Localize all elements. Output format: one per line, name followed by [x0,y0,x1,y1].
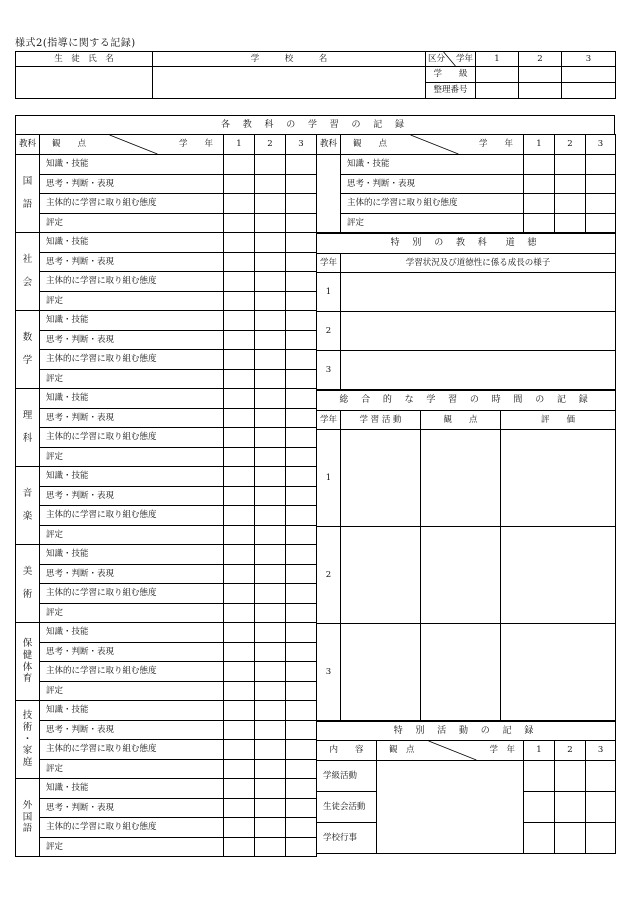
viewpoint-label: 知識・技能 [40,623,224,643]
grade-cell[interactable] [255,330,286,350]
grade-cell[interactable] [255,564,286,584]
viewpoint-label: 知識・技能 [40,311,224,331]
special-naiyou-header: 内 容 [317,741,377,761]
grade-cell[interactable] [255,408,286,428]
grade-cell[interactable] [224,311,255,331]
grade-cell[interactable] [255,428,286,448]
gakkyu-cell[interactable] [476,67,519,83]
subject-name-char: 庭 [22,757,33,769]
integrated-viewpoint-cell[interactable] [421,527,501,624]
special-item-label: 学級活動 [317,761,377,792]
grade-cell[interactable] [286,330,317,350]
subject-name-char: 語 [22,199,33,211]
seiri-cell[interactable] [519,83,562,99]
grade-cell[interactable] [524,194,555,214]
grade-cell[interactable] [224,818,255,838]
viewpoint-label: 思考・判断・表現 [40,252,224,272]
subject-name-char: 保 [22,637,33,649]
grade-cell[interactable] [255,194,286,214]
special-item-label: 学校行事 [317,823,377,854]
integrated-viewpoint-cell[interactable] [421,430,501,527]
grade-cell[interactable] [586,213,616,233]
grade-cell[interactable] [255,681,286,701]
grade-cell[interactable] [286,798,317,818]
grade-cell[interactable] [255,272,286,292]
subject-name-char: 健 [22,649,33,661]
grade-cell[interactable] [224,642,255,662]
grade-cell[interactable] [586,174,616,194]
moral-grade-label: 1 [317,273,341,312]
grade-cell[interactable] [524,213,555,233]
grade-cell[interactable] [224,506,255,526]
grade-cell[interactable] [255,584,286,604]
viewpoint-label: 主体的に学習に取り組む態度 [40,350,224,370]
grade-cell[interactable] [586,823,616,854]
grade-cell[interactable] [255,486,286,506]
grade-cell[interactable] [524,155,555,175]
subject-name [16,545,40,623]
grade-cell[interactable] [286,720,317,740]
grade-cell[interactable] [255,350,286,370]
grade-header: 1 [524,741,555,761]
grade-cell[interactable] [255,447,286,467]
grade-header: 2 [519,52,562,67]
subject-name-char: 育 [22,673,33,685]
student-name-header: 生 徒 氏 名 [16,52,153,67]
subject-name [16,155,40,233]
viewpoint-label: 知識・技能 [40,701,224,721]
grade-header: 2 [555,135,586,155]
grade-cell[interactable] [286,174,317,194]
subject-name-char: 数 [22,331,33,343]
grade-cell[interactable] [555,194,586,214]
subject-name-char: 家 [22,745,33,757]
grade-cell[interactable] [286,233,317,253]
grade-cell[interactable] [555,213,586,233]
subject-name-char: ・ [22,733,33,745]
grade-cell[interactable] [224,701,255,721]
viewpoint-label: 思考・判断・表現 [40,408,224,428]
grade-cell[interactable] [286,350,317,370]
viewpoint-label: 思考・判断・表現 [40,564,224,584]
subject-name-char: 国 [22,811,33,823]
grade-cell[interactable] [255,233,286,253]
viewpoint-label: 主体的に学習に取り組む態度 [40,818,224,838]
moral-gakunen-header: 学年 [317,254,341,273]
grade-cell[interactable] [224,369,255,389]
integrated-grade-label: 2 [317,527,341,624]
subject-name-char: 語 [22,823,33,835]
grade-cell[interactable] [224,291,255,311]
grade-cell[interactable] [286,291,317,311]
grade-cell[interactable] [286,603,317,623]
viewpoint-label: 主体的に学習に取り組む態度 [40,662,224,682]
subject-name [16,701,40,779]
grade-cell[interactable] [224,233,255,253]
grade-cell[interactable] [224,350,255,370]
grade-cell[interactable] [224,740,255,760]
kanten-gakunen-header [40,135,224,155]
subject-name-char [16,578,39,590]
grade-cell[interactable] [286,486,317,506]
seiri-cell[interactable] [562,83,616,99]
viewpoint-label: 主体的に学習に取り組む態度 [40,584,224,604]
grade-cell[interactable] [586,155,616,175]
grade-cell[interactable] [286,389,317,409]
school-name-header: 学 校 名 [153,52,426,67]
integrated-activity-header: 学 習 活 動 [341,411,421,430]
grade-cell[interactable] [224,155,255,175]
kanten-gakunen-header [341,135,524,155]
viewpoint-label: 評定 [341,213,524,233]
moral-desc-header: 学習状況及び道徳性に係る成長の様子 [341,254,616,273]
special-title: 特 別 活 動 の 記 録 [317,722,616,741]
grade-cell[interactable] [255,662,286,682]
viewpoint-label: 知識・技能 [40,155,224,175]
subject-name-char: 科 [22,433,33,445]
subject-name-char: 国 [22,175,33,187]
subject-name [16,779,40,857]
viewpoint-label: 主体的に学習に取り組む態度 [40,428,224,448]
grade-cell[interactable] [224,584,255,604]
grade-cell[interactable] [255,174,286,194]
viewpoint-label: 主体的に学習に取り組む態度 [40,740,224,760]
grade-cell[interactable] [255,311,286,331]
viewpoint-label: 評定 [40,291,224,311]
subject-name [16,389,40,467]
grade-cell[interactable] [255,369,286,389]
grade-cell[interactable] [286,408,317,428]
integrated-table [316,390,616,721]
viewpoint-label: 主体的に学習に取り組む態度 [40,506,224,526]
grade-cell[interactable] [286,837,317,857]
subject-name-char: 美 [22,565,33,577]
viewpoint-label: 評定 [40,837,224,857]
grade-cell[interactable] [255,389,286,409]
special-kanten-label: 観 点 [389,745,415,755]
viewpoint-label: 主体的に学習に取り組む態度 [40,194,224,214]
grade-cell[interactable] [224,798,255,818]
gakunen-label: 学 年 [178,139,213,149]
grade-cell[interactable] [224,564,255,584]
grade-cell[interactable] [255,701,286,721]
grade-cell[interactable] [224,467,255,487]
grade-header: 3 [286,135,317,155]
kyouka-header: 教科 [317,135,341,155]
grade-cell[interactable] [286,311,317,331]
grade-cell[interactable] [255,642,286,662]
viewpoint-label: 思考・判断・表現 [40,798,224,818]
viewpoint-label: 評定 [40,525,224,545]
grade-cell[interactable] [286,506,317,526]
subject-name-char: 体 [22,661,33,673]
moral-desc-cell[interactable] [341,273,616,312]
subject-name-char: 術 [22,721,33,733]
grade-cell[interactable] [224,603,255,623]
viewpoint-label: 思考・判断・表現 [40,174,224,194]
grade-cell[interactable] [255,467,286,487]
grade-cell[interactable] [555,823,586,854]
grade-cell[interactable] [286,701,317,721]
viewpoint-label: 評定 [40,447,224,467]
special-kanten-gakunen-header [377,741,524,761]
subject-name-char [16,344,39,356]
grade-cell[interactable] [286,272,317,292]
grade-cell[interactable] [224,759,255,779]
form-title: 様式2(指導に関する記録) [15,38,136,49]
grade-cell[interactable] [524,792,555,823]
subject-name-char: 技 [22,709,33,721]
grade-cell[interactable] [555,792,586,823]
grade-cell[interactable] [255,525,286,545]
viewpoint-label: 知識・技能 [40,389,224,409]
kyouka-header: 教科 [16,135,40,155]
grade-header: 1 [476,52,519,67]
grade-header: 2 [255,135,286,155]
seiri-label: 整理番号 [426,83,476,99]
integrated-activity-cell[interactable] [341,430,421,527]
gakkyu-cell[interactable] [562,67,616,83]
viewpoint-label: 知識・技能 [40,233,224,253]
grade-cell[interactable] [524,761,555,792]
integrated-eval-cell[interactable] [501,527,616,624]
grade-cell[interactable] [224,662,255,682]
subject-name-char: 音 [22,487,33,499]
viewpoint-label: 思考・判断・表現 [40,720,224,740]
grade-cell[interactable] [286,525,317,545]
grade-cell[interactable] [224,252,255,272]
grade-cell[interactable] [286,584,317,604]
grade-cell[interactable] [286,194,317,214]
grade-cell[interactable] [224,330,255,350]
moral-table [316,233,616,390]
grade-cell[interactable] [286,545,317,565]
viewpoint-label: 主体的に学習に取り組む態度 [341,194,524,214]
viewpoint-label: 思考・判断・表現 [40,486,224,506]
subjects-right-table [316,134,616,233]
subject-name [16,311,40,389]
subject-name [16,467,40,545]
grade-cell[interactable] [286,564,317,584]
grade-cell[interactable] [224,174,255,194]
grade-cell[interactable] [286,369,317,389]
seiri-cell[interactable] [476,83,519,99]
moral-grade-label: 3 [317,351,341,390]
grade-cell[interactable] [286,818,317,838]
gakkyu-label: 学 級 [426,67,476,83]
grade-cell[interactable] [286,467,317,487]
grade-cell[interactable] [286,213,317,233]
subject-name-char: 楽 [22,511,33,523]
viewpoint-label: 評定 [40,759,224,779]
viewpoint-label: 思考・判断・表現 [40,330,224,350]
grade-cell[interactable] [286,681,317,701]
viewpoint-label: 評定 [40,369,224,389]
integrated-eval-cell[interactable] [501,624,616,721]
grade-cell[interactable] [255,720,286,740]
subjects-title-bar [15,115,615,135]
subject-name-char: 外 [22,799,33,811]
moral-grade-label: 2 [317,312,341,351]
integrated-grade-label: 1 [317,430,341,527]
grade-header: 3 [562,52,616,67]
subject-name-char [16,266,39,278]
moral-desc-cell[interactable] [341,351,616,390]
grade-cell[interactable] [286,642,317,662]
subject-name-char: 学 [22,355,33,367]
viewpoint-label: 知識・技能 [341,155,524,175]
viewpoint-label: 知識・技能 [40,467,224,487]
integrated-title: 総 合 的 な 学 習 の 時 間 の 記 録 [317,391,616,411]
gakunen-label: 学 年 [478,139,513,149]
integrated-activity-cell[interactable] [341,527,421,624]
viewpoint-label: 知識・技能 [40,779,224,799]
viewpoint-label: 思考・判断・表現 [341,174,524,194]
grade-cell[interactable] [586,761,616,792]
student-name-field[interactable] [16,67,153,99]
grade-cell[interactable] [224,681,255,701]
gakkyu-cell[interactable] [519,67,562,83]
grade-cell[interactable] [255,545,286,565]
grade-cell[interactable] [255,291,286,311]
subject-name-char: 理 [22,409,33,421]
subject-name-char [16,188,39,200]
grade-cell[interactable] [286,759,317,779]
grade-cell[interactable] [224,779,255,799]
grade-cell[interactable] [555,155,586,175]
grade-cell[interactable] [255,779,286,799]
kanten-label: 観 点 [52,139,87,149]
grade-cell[interactable] [524,823,555,854]
grade-cell[interactable] [255,155,286,175]
grade-cell[interactable] [255,623,286,643]
grade-cell[interactable] [224,837,255,857]
grade-cell[interactable] [224,525,255,545]
grade-cell[interactable] [224,720,255,740]
grade-cell[interactable] [286,623,317,643]
grade-cell[interactable] [555,174,586,194]
grade-cell[interactable] [286,155,317,175]
school-name-field[interactable] [153,67,426,99]
viewpoint-label: 評定 [40,603,224,623]
grade-cell[interactable] [255,252,286,272]
grade-cell[interactable] [255,506,286,526]
moral-title: 特 別 の 教 科 道 徳 [317,234,616,254]
integrated-eval-cell[interactable] [501,430,616,527]
viewpoint-label: 評定 [40,213,224,233]
integrated-viewpoint-cell[interactable] [421,624,501,721]
kanten-label: 観 点 [353,139,388,149]
viewpoint-label: 主体的に学習に取り組む態度 [40,272,224,292]
grade-cell[interactable] [586,792,616,823]
subject-name-char: 社 [22,253,33,265]
subjects-title: 各 教 科 の 学 習 の 記 録 [16,116,615,135]
grade-header: 1 [524,135,555,155]
grade-cell[interactable] [286,447,317,467]
grade-cell[interactable] [555,761,586,792]
grade-cell[interactable] [224,194,255,214]
grade-cell[interactable] [286,740,317,760]
subject-name [16,233,40,311]
grade-cell[interactable] [224,389,255,409]
integrated-gakunen-header: 学年 [317,411,341,430]
gakunen-label: 学年 [455,54,473,64]
grade-cell[interactable] [224,545,255,565]
subject-name-char: 会 [22,277,33,289]
integrated-eval-header: 評 価 [501,411,616,430]
grade-cell[interactable] [224,213,255,233]
grade-cell[interactable] [224,486,255,506]
grade-header: 1 [224,135,255,155]
grade-cell[interactable] [255,798,286,818]
integrated-viewpoint-header: 観 点 [421,411,501,430]
grade-cell[interactable] [255,818,286,838]
special-gakunen-label: 学 年 [489,745,515,755]
grade-cell[interactable] [224,428,255,448]
special-viewpoint-cell[interactable] [377,761,524,854]
subject-name-char [16,422,39,434]
grade-cell[interactable] [224,623,255,643]
grade-cell[interactable] [224,408,255,428]
grade-cell[interactable] [286,779,317,799]
grade-cell[interactable] [255,759,286,779]
grade-cell[interactable] [255,603,286,623]
subjects-left-table [15,134,317,857]
grade-cell[interactable] [255,740,286,760]
grade-header: 3 [586,741,616,761]
grade-header: 2 [555,741,586,761]
grade-cell[interactable] [255,213,286,233]
grade-cell[interactable] [286,428,317,448]
grade-cell[interactable] [286,252,317,272]
viewpoint-label: 評定 [40,681,224,701]
grade-cell[interactable] [286,662,317,682]
extra-subject-name[interactable] [317,155,341,233]
grade-header: 3 [586,135,616,155]
subject-name [16,623,40,701]
viewpoint-label: 思考・判断・表現 [40,642,224,662]
grade-cell[interactable] [255,837,286,857]
special-activities-table [316,721,616,854]
moral-desc-cell[interactable] [341,312,616,351]
grade-cell[interactable] [586,194,616,214]
kubun-label: 区分 [428,54,446,64]
grade-cell[interactable] [224,272,255,292]
subject-name-char: 術 [22,589,33,601]
integrated-grade-label: 3 [317,624,341,721]
student-info-table [15,51,616,99]
kubun-gakunen-cell [426,52,476,67]
grade-cell[interactable] [224,447,255,467]
subject-name-char [16,500,39,512]
viewpoint-label: 知識・技能 [40,545,224,565]
integrated-activity-cell[interactable] [341,624,421,721]
grade-cell[interactable] [524,174,555,194]
special-item-label: 生徒会活動 [317,792,377,823]
